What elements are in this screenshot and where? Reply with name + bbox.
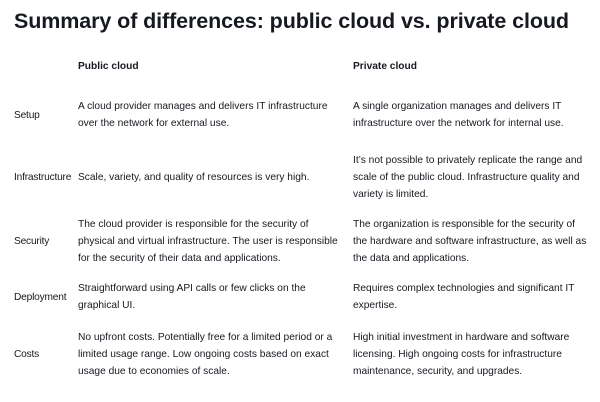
table-row — [14, 86, 590, 144]
table-row — [14, 210, 590, 273]
row-label-setup: Setup — [14, 109, 40, 121]
row-label-security: Security — [14, 236, 50, 247]
comparison-table — [14, 52, 590, 388]
row-label-infrastructure: Infrastructure — [14, 171, 72, 183]
cell-private-costs: High initial investment in hardware and software licensing. High ongoing costs for infrastructure maintenance, security, and upgrades. — [353, 332, 570, 377]
cell-public-costs: No upfront costs. Potentially free for a limited period or a limited usage range. Low ongoing costs based on exact usage due to economies of scale. — [78, 332, 333, 377]
row-label-deployment: Deployment — [14, 291, 67, 303]
header-empty — [14, 52, 78, 86]
cell-private-deployment: Requires complex technologies and significant IT expertise. — [353, 283, 575, 311]
cell-private-infrastructure: It’s not possible to privately replicate the range and scale of the public cloud. Infrastructure quality and variety is limited. — [353, 154, 583, 200]
row-label-costs: Costs — [14, 349, 40, 360]
cell-private-security: The organization is responsible for the security of the hardware and software infrastructure, as well as the data and applications. — [353, 219, 587, 264]
header-public-cloud: Public cloud — [78, 61, 139, 72]
cell-public-security: The cloud provider is responsible for the security of physical and virtual infrastructure. The user is responsible for the security of their data and applications. — [78, 219, 338, 264]
header-private-cloud: Private cloud — [353, 61, 417, 72]
table-row — [14, 321, 590, 388]
table-row — [14, 144, 590, 210]
cell-public-deployment: Straightforward using API calls or few clicks on the graphical UI. — [78, 283, 306, 311]
cell-private-setup: A single organization manages and delivers IT infrastructure over the network for internal use. — [353, 101, 564, 129]
table-row — [14, 273, 590, 321]
page-title: Summary of differences: public cloud vs. private cloud — [14, 9, 569, 33]
table-header-row — [14, 52, 590, 86]
cell-public-setup: A cloud provider manages and delivers IT infrastructure over the network for external use. — [78, 101, 328, 129]
cell-public-infrastructure: Scale, variety, and quality of resources is very high. — [78, 171, 310, 183]
